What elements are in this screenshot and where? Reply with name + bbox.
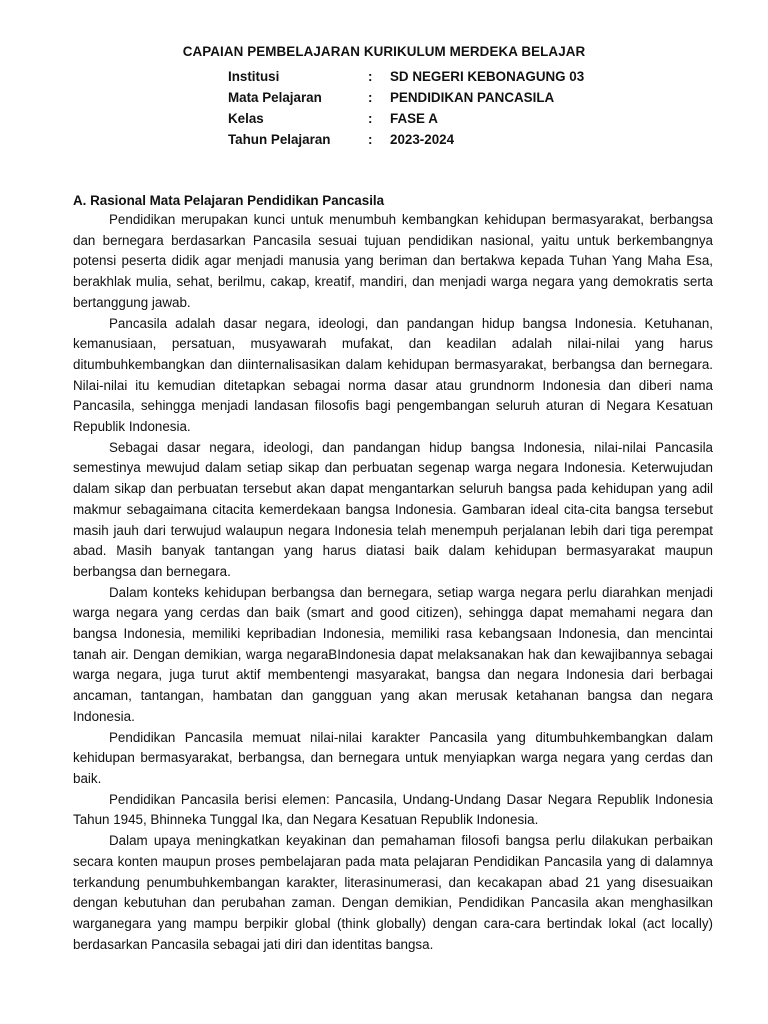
paragraph: Dalam konteks kehidupan berbangsa dan bernegara, setiap warga negara perlu diarahkan menjadi warga negara yang cerdas dan baik (smart and good citizen), sehingga dapat memahami negara dan bangsa Indonesia, memiliki kepribadian Indonesia, memiliki rasa kebangsaan Indonesia, dan mencintai tanah air. Dengan demikian, warga negaraBIndonesia dapat melaksanakan hak dan kewajibannya sebagai warga negara, juga turut aktif membentengi masyarakat, bangsa dan negara Indonesia dari berbagai ancaman, tantangan, hambatan dan gangguan yang akan merusak ketahanan bangsa dan negara Indonesia.: [73, 584, 713, 724]
paragraph: Sebagai dasar negara, ideologi, dan pandangan hidup bangsa Indonesia, nilai-nilai Pancasila semestinya mewujud dalam setiap sikap dan perbuatan segenap warga negara Indonesia. Keterwujudan dalam sikap dan perbuatan tersebut akan dapat mengantarkan seluruh bangsa pada kehidupan yang adil makmur sebagaimana citacita kemerdekaan bangsa Indonesia. Gambaran ideal cita-cita bangsa tersebut masih jauh dari terwujud walaupun negara Indonesia telah menempuh perjalanan lebih dari tiga perempat abad. Masih banyak tantangan yang harus diatasi baik dalam kehidupan bermasyarakat maupun berbangsa dan bernegara.: [73, 439, 713, 579]
info-separator: :: [368, 90, 373, 105]
info-label: Kelas: [228, 111, 264, 126]
section-heading: A. Rasional Mata Pelajaran Pendidikan Pancasila: [73, 193, 385, 208]
info-row-mata-pelajaran: [228, 87, 584, 108]
info-value: SD NEGERI KEBONAGUNG 03: [390, 69, 585, 84]
document-title: CAPAIAN PEMBELAJARAN KURIKULUM MERDEKA BELAJAR: [182, 44, 586, 59]
info-value: 2023-2024: [390, 132, 455, 147]
paragraph: Pendidikan merupakan kunci untuk menumbuh kembangkan kehidupan bermasyarakat, berbangsa dan bernegara berdasarkan Pancasila sesuai tujuan pendidikan nasional, yaitu untuk berkembangnya potensi peserta didik agar menjadi manusia yang beriman dan bertakwa kepada Tuhan Yang Maha Esa, berakhlak mulia, sehat, berilmu, cakap, kreatif, mandiri, dan menjadi warga negara yang demokratis serta bertanggung jawab.: [73, 212, 713, 310]
paragraph: Pendidikan Pancasila memuat nilai-nilai karakter Pancasila yang ditumbuhkembangkan dalam kehidupan bermasyarakat, berbangsa, dan bernegara untuk menyiapkan warga negara yang cerdas dan baik.: [73, 729, 713, 786]
info-row-institusi: [228, 66, 584, 87]
info-label: Tahun Pelajaran: [228, 132, 331, 147]
paragraph: Pancasila adalah dasar negara, ideologi, dan pandangan hidup bangsa Indonesia. Ketuhanan, kemanusiaan, persatuan, musyawarah mufakat, dan keadilan adalah nilai-nilai yang harus ditumbuhkembangkan dan diinternalisasikan dalam kehidupan bermasyarakat, berbangsa dan bernegara. Nilai-nilai itu kemudian ditetapkan sebagai norma dasar atau grundnorm Indonesia dan diberi nama Pancasila, sehingga menjadi landasan filosofis bagi pengembangan seluruh aturan di Negara Kesatuan Republik Indonesia.: [73, 315, 713, 435]
info-separator: :: [368, 69, 373, 84]
section-body: [73, 210, 713, 955]
paragraph: Pendidikan Pancasila berisi elemen: Pancasila, Undang-Undang Dasar Negara Republik Indonesia Tahun 1945, Bhinneka Tunggal Ika, dan Negara Kesatuan Republik Indonesia.: [73, 791, 713, 828]
info-value: PENDIDIKAN PANCASILA: [390, 90, 555, 105]
info-row-kelas: [228, 108, 584, 129]
info-value: FASE A: [390, 111, 438, 126]
document-info-table: [228, 66, 584, 150]
info-label: Institusi: [228, 69, 280, 84]
info-separator: :: [368, 132, 373, 147]
info-label: Mata Pelajaran: [228, 90, 322, 105]
paragraph: Dalam upaya meningkatkan keyakinan dan pemahaman filosofi bangsa perlu dilakukan perbaikan secara konten maupun proses pembelajaran pada mata pelajaran Pendidikan Pancasila yang di dalamnya terkandung penumbuhkembangan karakter, literasinumerasi, dan kecakapan abad 21 yang disesuaikan dengan kebutuhan dan perubahan zaman. Dengan demikian, Pendidikan Pancasila akan menghasilkan warganegara yang mampu berpikir global (think globally) dengan cara-cara bertindak lokal (act locally) berdasarkan Pancasila sebagai jati diri dan identitas bangsa.: [73, 833, 713, 952]
info-separator: :: [368, 111, 373, 126]
info-row-tahun-pelajaran: [228, 129, 584, 150]
